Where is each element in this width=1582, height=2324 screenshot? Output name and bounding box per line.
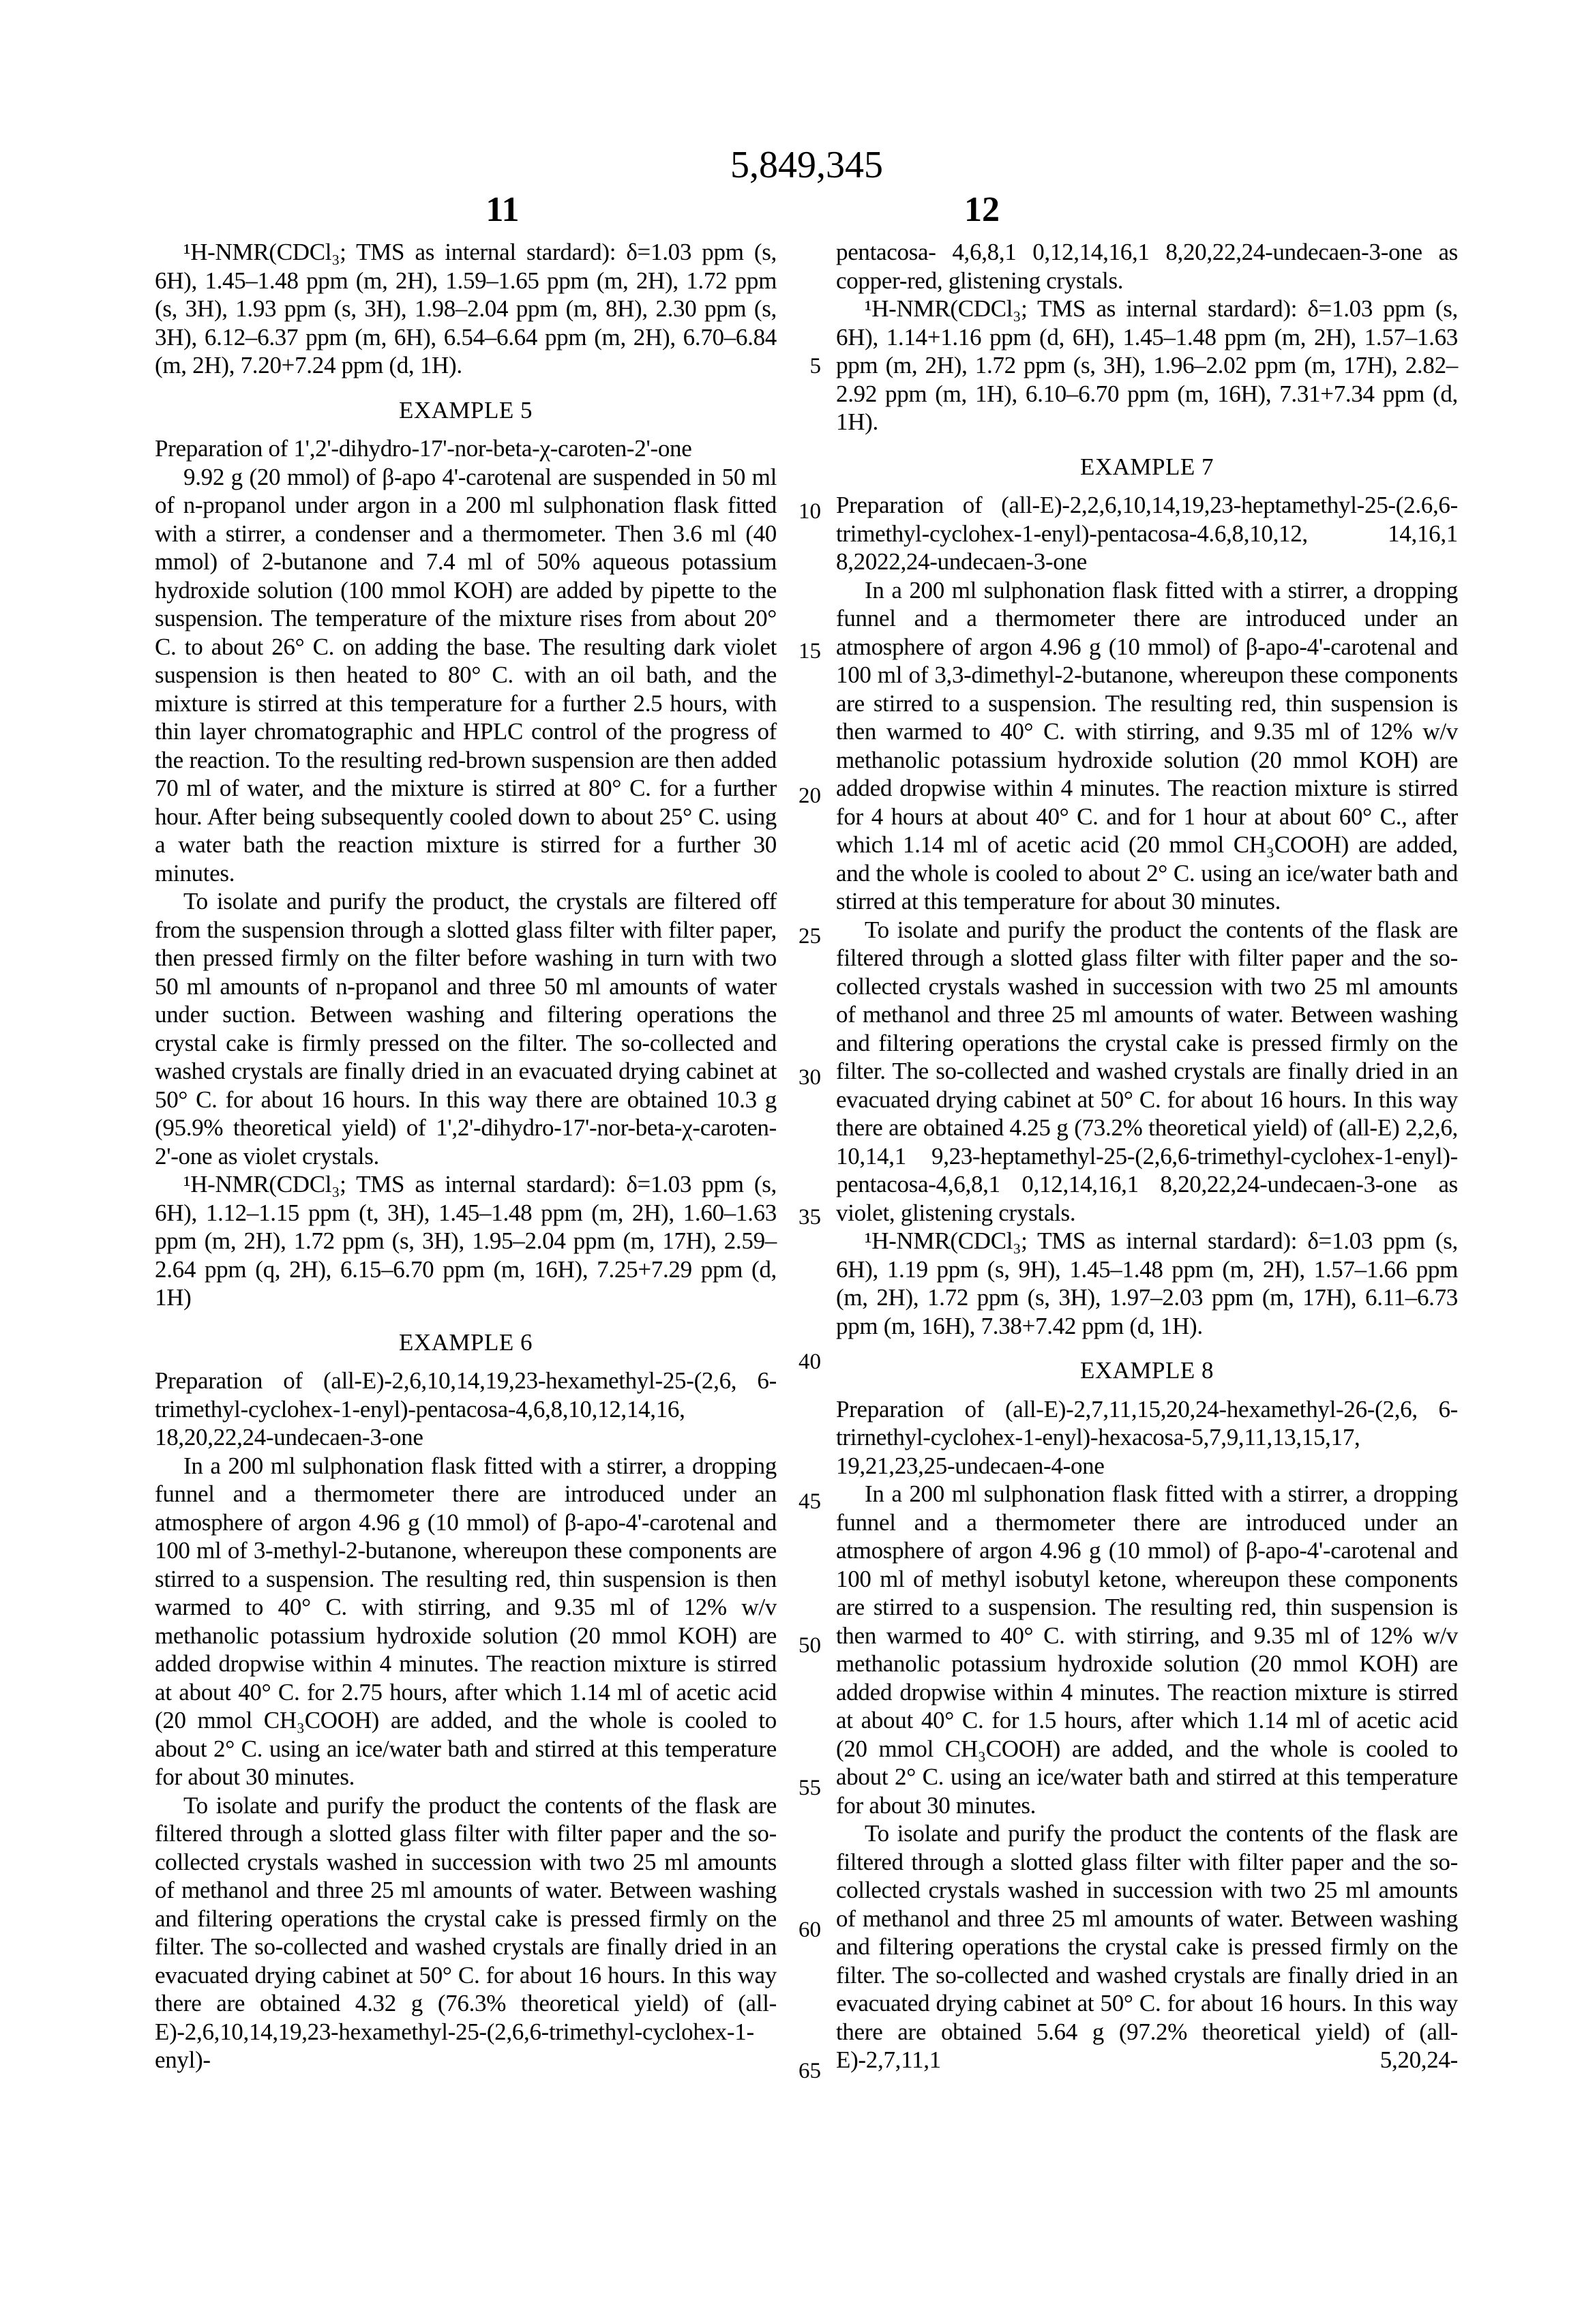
example-6-heading: EXAMPLE 6 (398, 1328, 533, 1356)
line-number-55: 55 (799, 1776, 821, 1800)
example-6-subheading: Preparation of (all-E)-2,6,10,14,19,23-hexamethyl-25-(2,6, 6-trimethyl-cyclohex-1-enyl)-pentacosa-4,6,8,10,12,14,16, 18,20,22,24-undecaen-3-one (155, 1367, 777, 1450)
example-8-heading: EXAMPLE 8 (1079, 1357, 1214, 1384)
nmr-paragraph: ¹H-NMR(CDCl₃; TMS as internal stardard): δ=1.03 ppm (s, 6H), 1.12–1.15 ppm (t, 3H), 1.45–1.48 ppm (m, 2H), 1.60–1.63 ppm (m, 2H), 1.72 ppm (s, 3H), 1.95–2.04 ppm (m, 17H), 2.59–2.64 ppm (q, 2H), 6.15–6.70 ppm (m, 16H), 7.25+7.29 ppm (d, 1H) (155, 1171, 777, 1311)
line-number-10: 10 (799, 499, 821, 524)
line-number-50: 50 (799, 1633, 821, 1658)
column-11 (155, 238, 777, 2074)
body-paragraph: To isolate and purify the product the contents of the flask are filtered through a slotted glass filter with filter paper and the so-collected crystals washed in succession with two 25 ml amounts of methanol and three 25 ml amounts of water. Between washing and filtering operations the crystal cake is pressed firmly on the filter. The so-collected and washed crystals are finally dried in an evacuated drying cabinet at 50° C. for about 16 hours. In this way there are obtained 4.32 g (76.3% theoretical yield) of (all-E)-2,6,10,14,19,23-hexamethyl-25-(2,6,6-trimethyl-cyclohex-1-enyl)- (155, 1791, 777, 2073)
line-number-40: 40 (799, 1350, 821, 1374)
body-paragraph: In a 200 ml sulphonation flask fitted with a stirrer, a dropping funnel and a thermometer there are introduced under an atmosphere of argon 4.96 g (10 mmol) of β-apo-4'-carotenal and 100 ml of methyl isobutyl ketone, whereupon these components are stirred to a suspension. The resulting red, thin suspension is then warmed to 40° C. with stirring, and 9.35 ml of 12% w/v methanolic potassium hydroxide solution (20 mmol KOH) are added dropwise within 4 minutes. The reaction mixture is stirred at about 40° C. for 1.5 hours, after which 1.14 ml of acetic acid (20 mmol CH₃COOH) are added, and the whole is cooled to about 2° C. using an ice/water bath and stirred at this temperature for about 30 minutes. (836, 1480, 1458, 1819)
line-number-65: 65 (799, 2059, 821, 2083)
body-paragraph: In a 200 ml sulphonation flask fitted with a stirrer, a dropping funnel and a thermometer there are introduced under an atmosphere of argon 4.96 g (10 mmol) of β-apo-4'-carotenal and 100 ml of 3,3-dimethyl-2-butanone, whereupon these components are stirred to a suspension. The resulting red, thin suspension is then warmed to 40° C. with stirring, and 9.35 ml of 12% w/v methanolic potassium hydroxide solution (20 mmol KOH) are added dropwise within 4 minutes. The reaction mixture is stirred for 4 hours at about 40° C. and for 1 hour at about 60° C., after which 1.14 ml of acetic acid (20 mmol CH₃COOH) are added, and the whole is cooled to about 2° C. using an ice/water bath and stirred at this temperature for about 30 minutes. (836, 576, 1458, 914)
column-number-left: 11 (486, 190, 520, 229)
line-number-35: 35 (799, 1205, 821, 1230)
nmr-paragraph: ¹H-NMR(CDCl₃; TMS as internal stardard): δ=1.03 ppm (s, 6H), 1.14+1.16 ppm (d, 6H), 1.45–1.48 ppm (m, 2H), 1.57–1.63 ppm (m, 2H), 1.72 ppm (s, 3H), 1.96–2.02 ppm (m, 17H), 2.82–2.92 ppm (m, 1H), 6.10–6.70 ppm (m, 16H), 7.31+7.34 ppm (d, 1H). (836, 295, 1458, 435)
line-number-15: 15 (799, 639, 821, 664)
body-paragraph: To isolate and purify the product the contents of the flask are filtered through a slotted glass filter with filter paper and the so-collected crystals washed in succession with two 25 ml amounts of methanol and three 25 ml amounts of water. Between washing and filtering operations the crystal cake is pressed firmly on the filter. The so-collected and washed crystals are finally dried in an evacuated drying cabinet at 50° C. for about 16 hours. In this way there are obtained 5.64 g (97.2% theoretical yield) of (all-E)-2,7,11,1 5,20,24- (836, 1820, 1458, 2073)
body-paragraph: To isolate and purify the product, the crystals are filtered off from the suspension through a slotted glass filter with filter paper, then pressed firmly on the filter before washing in turn with two 50 ml amounts of n-propanol and three 50 ml amounts of water under suction. Between washing and filtering operations the crystal cake is firmly pressed on the filter. The so-collected and washed crystals are finally dried in an evacuated drying cabinet at 50° C. for about 16 hours. In this way there are obtained 10.3 g (95.9% theoretical yield) of 1',2'-dihydro-17'-nor-beta-χ-caroten-2'-one as violet crystals. (155, 888, 777, 1170)
patent-number: 5,849,345 (730, 144, 883, 186)
column-number-right: 12 (964, 190, 1000, 229)
line-number-25: 25 (799, 924, 821, 949)
line-number-30: 30 (799, 1065, 821, 1090)
nmr-paragraph: ¹H-NMR(CDCl₃; TMS as internal stardard): δ=1.03 ppm (s, 6H), 1.45–1.48 ppm (m, 2H), 1.59–1.65 ppm (m, 2H), 1.72 ppm (s, 3H), 1.93 ppm (s, 3H), 1.98–2.04 ppm (m, 8H), 2.30 ppm (s, 3H), 6.12–6.37 ppm (m, 6H), 6.54–6.64 ppm (m, 2H), 6.70–6.84 (m, 2H), 7.20+7.24 ppm (d, 1H). (155, 239, 777, 378)
body-paragraph: In a 200 ml sulphonation flask fitted with a stirrer, a dropping funnel and a thermometer there are introduced under an atmosphere of argon 4.96 g (10 mmol) of β-apo-4'-carotenal and 100 ml of 3-methyl-2-butanone, whereupon these components are stirred to a suspension. The resulting red, thin suspension is then warmed to 40° C. with stirring, and 9.35 ml of 12% w/v methanolic potassium hydroxide solution (20 mmol KOH) are added dropwise within 4 minutes. The reaction mixture is stirred at about 40° C. for 2.75 hours, after which 1.14 ml of acetic acid (20 mmol CH₃COOH) are added, and the whole is cooled to about 2° C. using an ice/water bath and stirred at this temperature for about 30 minutes. (155, 1452, 777, 1790)
continuation-paragraph: pentacosa- 4,6,8,1 0,12,14,16,1 8,20,22,24-undecaen-3-one as copper-red, glistening crystals. (836, 239, 1458, 294)
line-number-60: 60 (799, 1918, 821, 1942)
example-5-subheading: Preparation of 1',2'-dihydro-17'-nor-beta-χ-caroten-2'-one (155, 435, 692, 462)
line-number-45: 45 (799, 1489, 821, 1514)
example-5-heading: EXAMPLE 5 (398, 396, 533, 423)
example-7-subheading: Preparation of (all-E)-2,2,6,10,14,19,23-heptamethyl-25-(2.6,6-trimethyl-cyclohex-1-enyl)-pentacosa-4.6,8,10,12, 14,16,1 8,2022,24-undecaen-3-one (836, 492, 1458, 575)
body-paragraph: 9.92 g (20 mmol) of β-apo 4'-carotenal are suspended in 50 ml of n-propanol under argon in a 200 ml sulphonation flask fitted with a stirrer, a condenser and a thermometer. Then 3.6 ml (40 mmol) of 2-butanone and 7.4 ml of 50% aqueous potassium hydroxide solution (100 mmol KOH) are added by pipette to the suspension. The temperature of the mixture rises from about 20° C. to about 26° C. on adding the base. The resulting dark violet suspension is then heated to 80° C. with an oil bath, and the mixture is stirred at this temperature for a further 2.5 hours, with thin layer chromatographic and HPLC control of the progress of the reaction. To the resulting red-brown suspension are then added 70 ml of water, and the mixture is stirred at 80° C. for a further hour. After being subsequently cooled down to about 25° C. using a water bath the reaction mixture is stirred for a further 30 minutes. (155, 463, 777, 887)
column-12 (836, 238, 1458, 2074)
nmr-paragraph: ¹H-NMR(CDCl₃; TMS as internal stardard): δ=1.03 ppm (s, 6H), 1.19 ppm (s, 9H), 1.45–1.48 ppm (m, 2H), 1.57–1.66 ppm (m, 2H), 1.72 ppm (s, 3H), 1.97–2.03 ppm (m, 17H), 6.11–6.73 ppm (m, 16H), 7.38+7.42 ppm (d, 1H). (836, 1227, 1458, 1339)
example-7-heading: EXAMPLE 7 (1079, 453, 1214, 480)
line-number-5: 5 (809, 354, 821, 378)
example-8-subheading: Preparation of (all-E)-2,7,11,15,20,24-hexamethyl-26-(2,6, 6-trirnethyl-cyclohex-1-enyl)-hexacosa-5,7,9,11,13,15,17, 19,21,23,25-undecaen-4-one (836, 1395, 1458, 1479)
body-paragraph: To isolate and purify the product the contents of the flask are filtered through a slotted glass filter with filter paper and the so-collected crystals washed in succession with two 25 ml amounts of methanol and three 25 ml amounts of water. Between washing and filtering operations the crystal cake is pressed firmly on the filter. The so-collected and washed crystals are finally dried in an evacuated drying cabinet at 50° C. for about 16 hours. In this way there are obtained 4.25 g (73.2% theoretical yield) of (all-E) 2,2,6, 10,14,1 9,23-heptamethyl-25-(2,6,6-trimethyl-cyclohex-1-enyl)-pentacosa-4,6,8,1 0,12,14,16,1 8,20,22,24-undecaen-3-one as violet, glistening crystals. (836, 916, 1458, 1226)
line-number-20: 20 (799, 784, 821, 808)
